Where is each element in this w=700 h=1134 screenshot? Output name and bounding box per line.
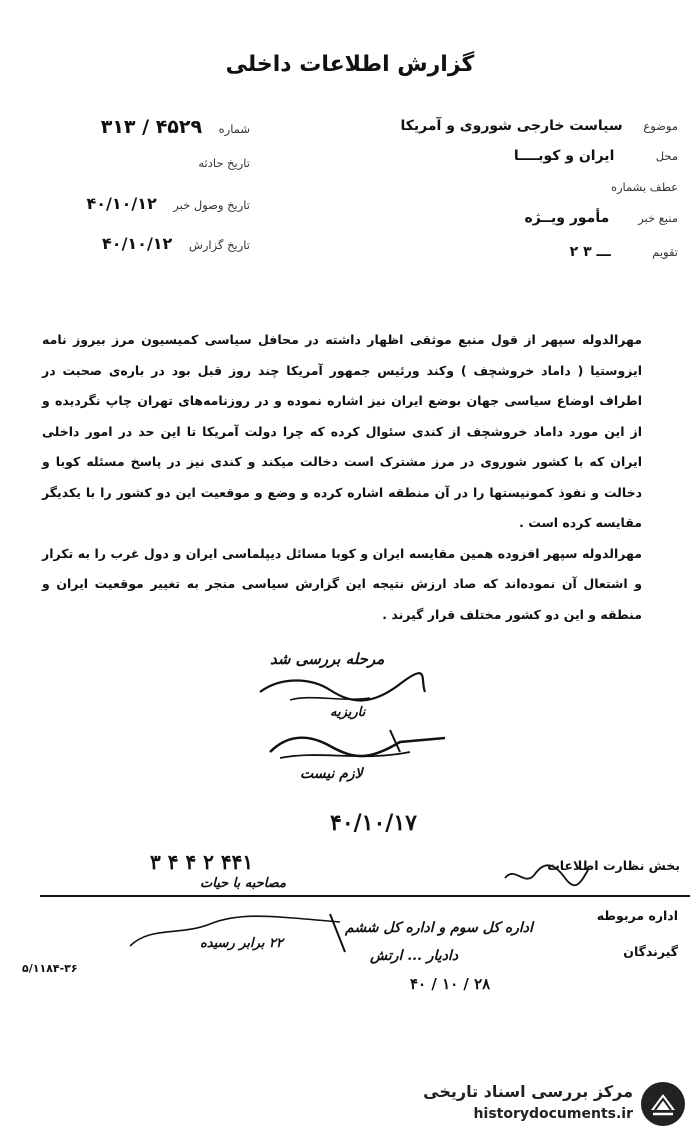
location-row — [514, 148, 678, 164]
relevant-office-value: اداره کل سوم و اداره کل ششم — [345, 920, 533, 936]
signature-1-label: ناریزیه — [330, 705, 366, 720]
body-paragraph-2: مهرالدوله سپهر افزوده همین مقایسه ایران و کوبا مسائل دیپلماسی ایران و دول غرب را به تکرار و اشتعال آن نموده‌اند که صاد ارزش نتیجه این گزارش سیاسی منجر به تغییر موقعیت ایران و منطقه و این دو کشور مختلف قرار گیرند . — [42, 545, 642, 622]
subject-value: سیاست خارجی شوروی و آمریکا — [400, 118, 623, 134]
receipt-date-row — [32, 194, 250, 213]
document-title: گزارش اطلاعات داخلی — [225, 52, 475, 77]
number-row — [40, 116, 250, 138]
distribution-label: بخش نظارت اطلاعات — [547, 858, 680, 873]
divider-line — [40, 895, 690, 897]
report-date-row — [32, 234, 250, 253]
signature-2 — [260, 722, 450, 768]
handwritten-note-2: مصاحبه با حیات — [200, 876, 286, 891]
watermark — [405, 1080, 695, 1130]
rating-value: ۲ ـــ ۳ — [569, 244, 611, 260]
receipt-date-value: ۴۰/۱۰/۱۲ — [86, 194, 157, 213]
number-label: شماره — [218, 122, 250, 136]
watermark-url: historydocuments.ir — [473, 1106, 633, 1122]
handwritten-note-1: مرحله بررسی شد — [270, 650, 385, 668]
report-date-label: تاریخ گزارش — [188, 238, 250, 252]
signature-2-label: لازم نیست — [300, 766, 363, 782]
handwritten-22: ۲۲ برابر رسیده — [200, 936, 283, 951]
receipt-date-label: تاریخ وصول خبر — [173, 198, 250, 212]
handwritten-date: ۴۰/۱۰/۱۷ — [330, 810, 417, 836]
source-value: مأمور ویــژه — [524, 210, 610, 226]
relevant-office-label: اداره مربوطه — [596, 908, 678, 923]
event-date-row — [40, 156, 250, 171]
handwritten-numbers: ۴۴۱ ۲ ۴ ۴ ۳ — [150, 850, 254, 874]
recipients-value: دادیار ... ارتش — [370, 948, 459, 964]
subject-label: موضوع — [643, 119, 678, 133]
recipients-label: گیرندگان — [623, 944, 678, 959]
distribution-scribble — [500, 860, 590, 890]
source-row — [524, 210, 678, 226]
body-paragraph-1: مهرالدوله سپهر از قول منبع موثقی اظهار داشته در محافل سیاسی کمیسیون مرز بیروز نامه ایزوستیا ( داماد خروشچف ) وکند ورئیس جمهور آمریکا چند روز قبل بود در باره‌ی صحبت در اطراف اوضاع سیاسی جهان بوضع ایران نیز اشاره نموده و در روزنامه‌های تهران چاپ نگردیده و از این مورد داماد خروشچف از کندی سئوال کرده که چرا دولت آمریکا تا این حد در امور داخلی ایران که با کشور شوروی در مرز مشترک است دخالت میکند و کندی نیز در پاسخ مسئله کوبا و دخالت و نفوذ کمونیستها را در آن منطقه اشاره کرده و وضع و موقعیت این دو کشور را با یکدیگر مقایسه کرده است . — [42, 332, 642, 530]
source-label: منبع خبر — [638, 211, 678, 225]
event-date-label: تاریخ حادثه — [198, 156, 250, 170]
location-label: محل — [655, 149, 678, 163]
book-logo-icon — [639, 1080, 687, 1128]
handwritten-date-2: ۲۸ / ۱۰ / ۴۰ — [410, 975, 491, 993]
reference-label: عطف بشماره — [610, 180, 678, 194]
rating-row — [570, 244, 678, 260]
location-value: ایران و کوبــــا — [513, 148, 615, 164]
reference-row — [611, 180, 678, 195]
report-date-value: ۴۰/۱۰/۱۲ — [102, 234, 173, 253]
rating-label: تقویم — [652, 245, 678, 259]
side-number: ۵/۱۱۸۴-۳۶ — [22, 962, 78, 975]
subject-row — [401, 118, 679, 134]
report-body — [42, 325, 642, 630]
number-value: ۳۱۳ / ۴۵۲۹ — [100, 116, 203, 138]
watermark-persian: مرکز بررسی اسناد تاریخی — [423, 1082, 633, 1101]
